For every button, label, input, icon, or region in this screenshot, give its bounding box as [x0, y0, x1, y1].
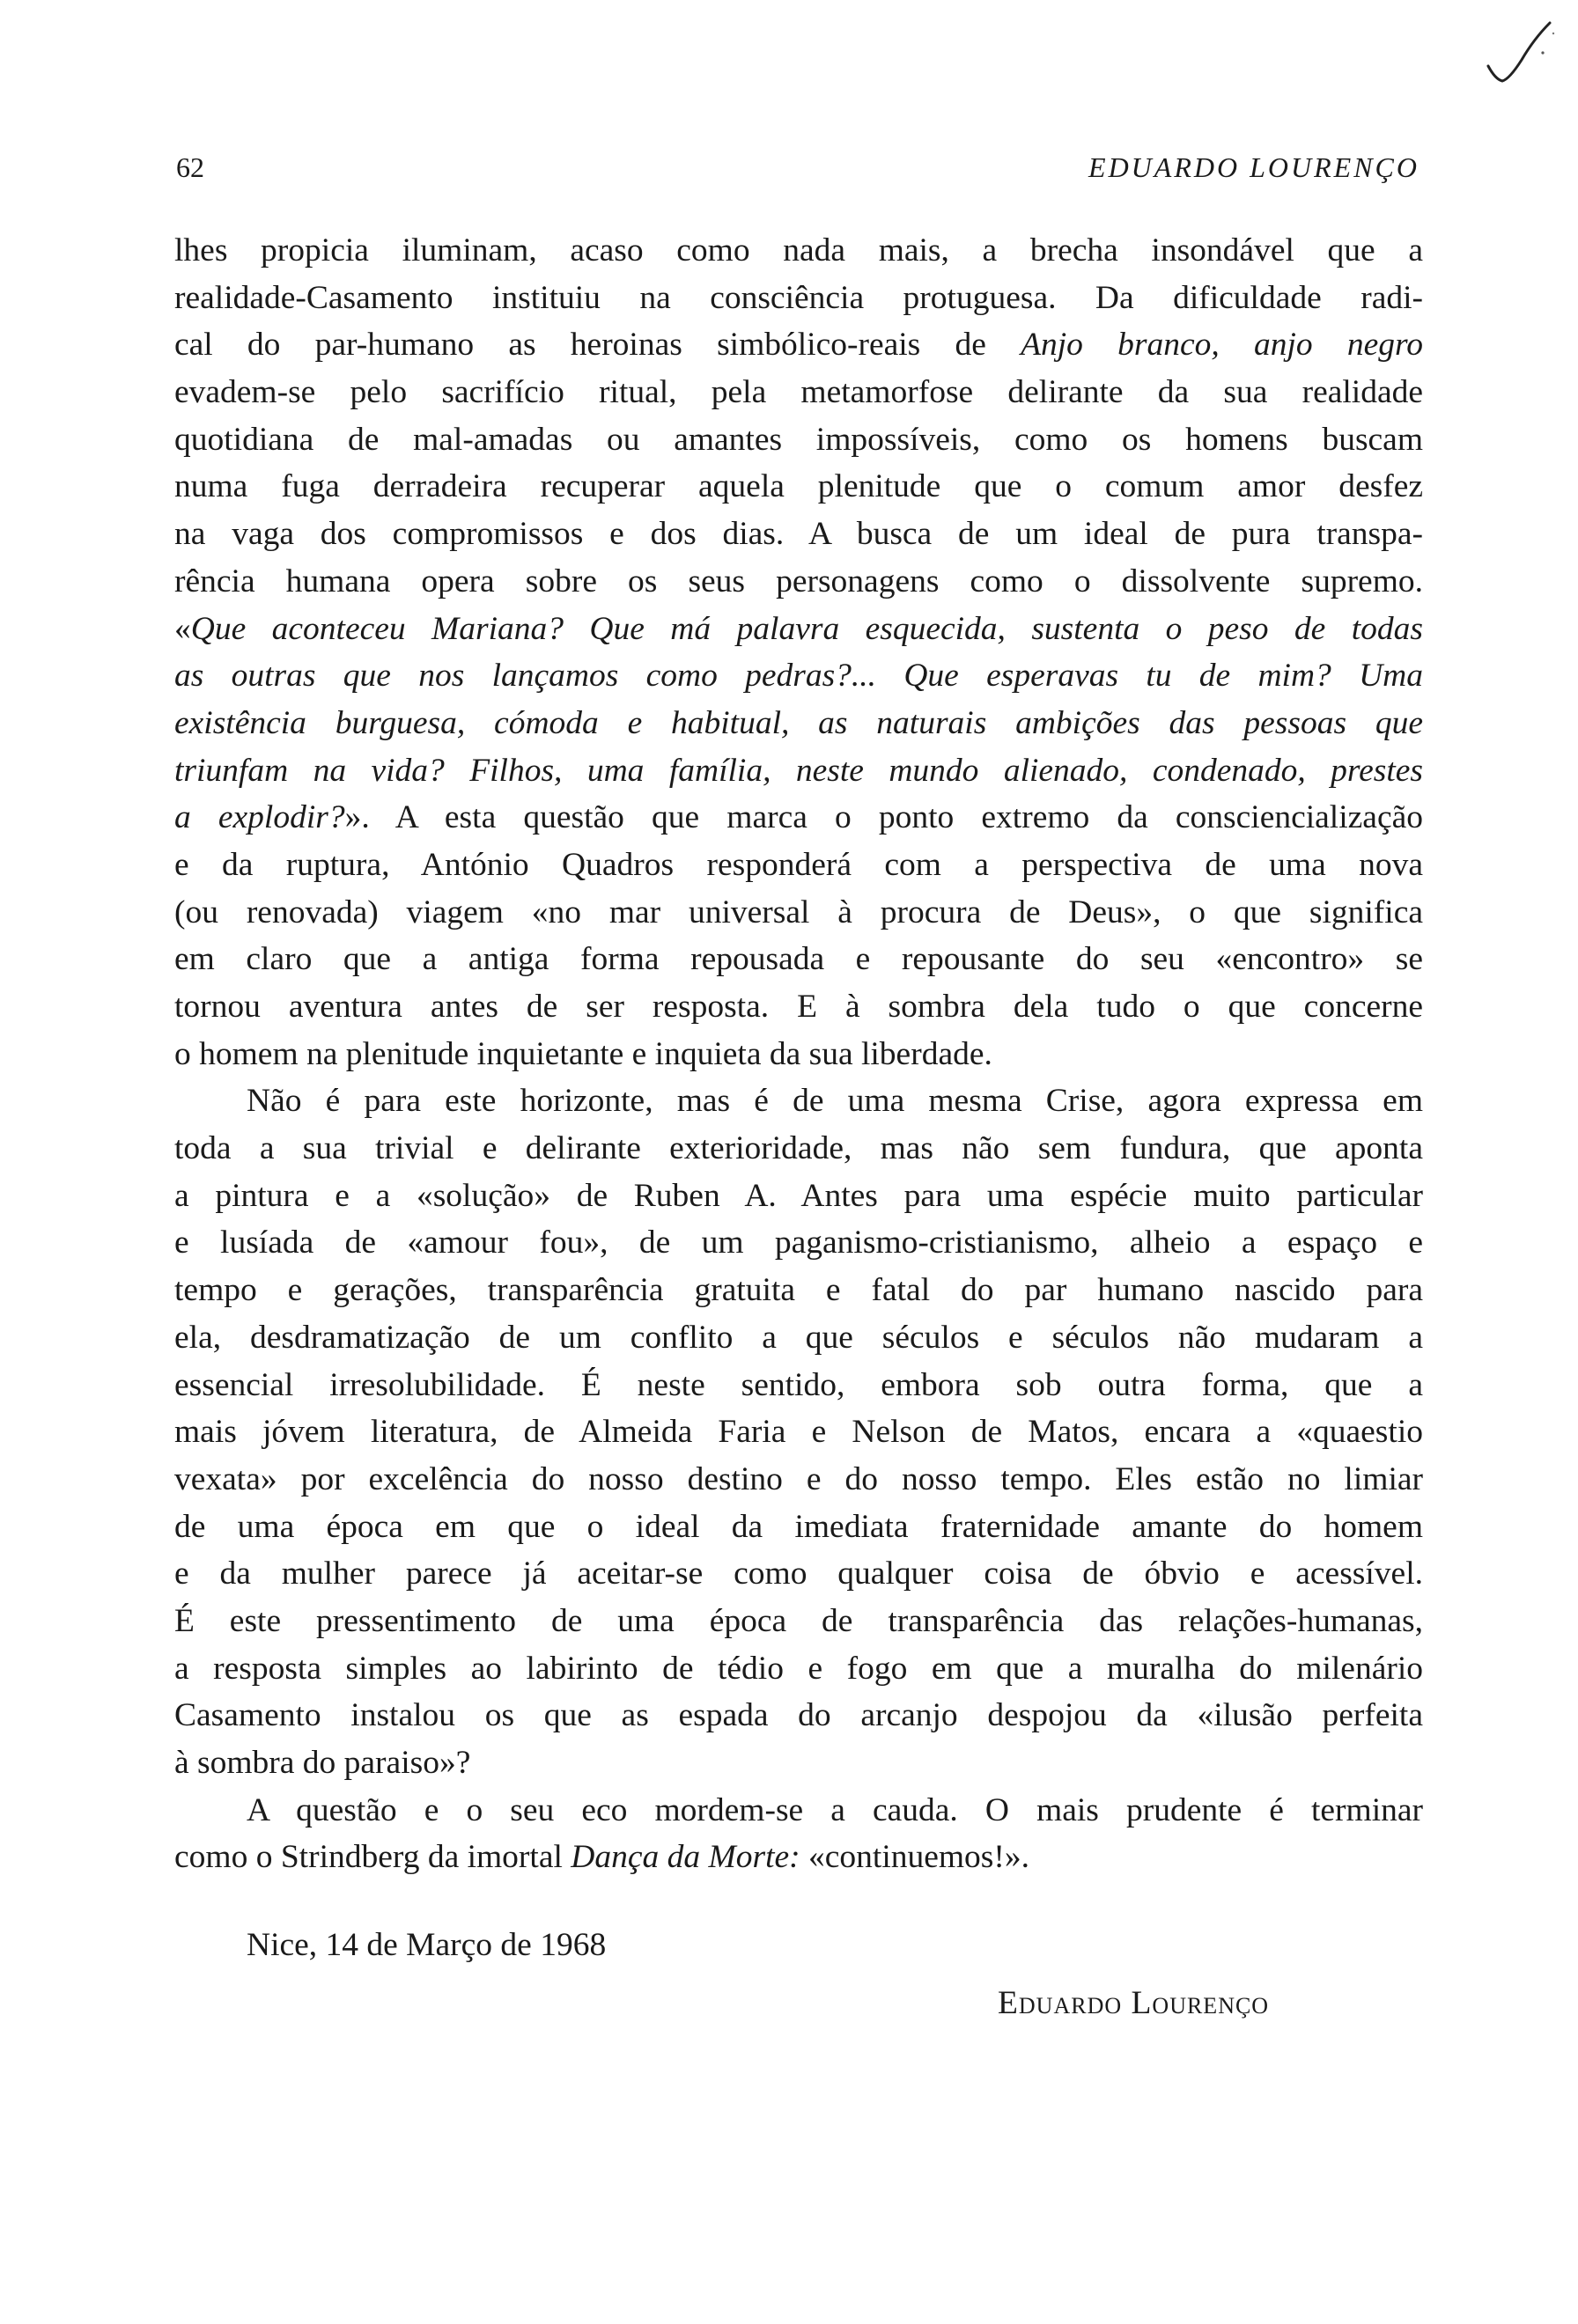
- text-line: existência burguesa, cómoda e habitual, as naturais ambições das pessoas que: [174, 704, 1423, 741]
- text-line: a explodir?». A esta questão que marca o ponto extremo da consciencialização: [174, 799, 1423, 836]
- text-line: quotidiana de mal-amadas ou amantes impossíveis, como os homens buscam: [174, 421, 1423, 458]
- text-line: na vaga dos compromissos e dos dias. A busca de um ideal de pura transpa-: [174, 516, 1423, 553]
- text-line: as outras que nos lançamos como pedras?... Que esperavas tu de mim? Uma: [174, 658, 1423, 695]
- author-signature: Eduardo Lourenço: [998, 1985, 1270, 2021]
- text-line: Casamento instalou os que as espada do arcanjo despojou da «ilusão perfeita: [174, 1697, 1423, 1734]
- handwritten-check-mark: [1479, 18, 1559, 88]
- text-line: «Que aconteceu Mariana? Que má palavra esquecida, sustenta o peso de todas: [174, 610, 1423, 647]
- text-line: cal do par-humano as heroinas simbólico-reais de Anjo branco, anjo negro: [174, 327, 1424, 364]
- text-line: realidade-Casamento instituiu na consciência protuguesa. Da dificuldade radi-: [174, 279, 1423, 316]
- text-line: tornou aventura antes de ser resposta. E à sombra dela tudo o que concerne: [174, 989, 1423, 1025]
- text-line: e lusíada de «amour fou», de um paganismo-cristianismo, alheio a espaço e: [174, 1225, 1423, 1261]
- text-line: triunfam na vida? Filhos, uma família, neste mundo alienado, condenado, prestes: [174, 752, 1423, 789]
- page-header: [176, 151, 1419, 195]
- text-line: ela, desdramatização de um conflito a que séculos e séculos não mudaram a: [174, 1319, 1423, 1356]
- text-line: A questão e o seu eco mordem-se a cauda. O mais prudente é terminar: [247, 1791, 1423, 1828]
- paragraph: [174, 227, 1423, 1077]
- body-text: [174, 227, 1423, 1881]
- text-line: vexata» por excelência do nosso destino e do nosso tempo. Eles estão no limiar: [174, 1460, 1423, 1497]
- text-line: (ou renovada) viagem «no mar universal à procura de Deus», o que significa: [174, 894, 1423, 930]
- page-number: 62: [176, 151, 204, 183]
- text-line: em claro que a antiga forma repousada e repousante do seu «encontro» se: [174, 941, 1423, 978]
- text-line: evadem-se pelo sacrifício ritual, pela metamorfose delirante da sua realidade: [174, 374, 1423, 411]
- text-line: e da ruptura, António Quadros responderá com a perspectiva de uma nova: [174, 846, 1423, 883]
- place-date: Nice, 14 de Março de 1968: [247, 1927, 607, 1963]
- text-line: rência humana opera sobre os seus personagens como o dissolvente supremo.: [174, 563, 1423, 599]
- text-line: a resposta simples ao labirinto de tédio e fogo em que a muralha do milenário: [174, 1650, 1423, 1687]
- text-line: e da mulher parece já aceitar-se como qualquer coisa de óbvio e acessível.: [174, 1555, 1423, 1592]
- text-line: essencial irresolubilidade. É neste sentido, embora sob outra forma, que a: [174, 1366, 1423, 1403]
- text-line: o homem na plenitude inquietante e inquieta da sua liberdade.: [174, 1035, 992, 1072]
- text-line: toda a sua trivial e delirante exterioridade, mas não sem fundura, que aponta: [174, 1130, 1423, 1167]
- text-line: tempo e gerações, transparência gratuita e fatal do par humano nascido para: [174, 1272, 1423, 1309]
- text-line: mais jóvem literatura, de Almeida Faria e Nelson de Matos, encara a «quaestio: [174, 1414, 1423, 1451]
- text-line: à sombra do paraiso»?: [174, 1745, 471, 1781]
- paragraph: [174, 1787, 1423, 1881]
- text-line: de uma época em que o ideal da imediata fraternidade amante do homem: [174, 1508, 1423, 1545]
- text-line: Não é para este horizonte, mas é de uma mesma Crise, agora expressa em: [247, 1083, 1423, 1120]
- text-line: a pintura e a «solução» de Ruben A. Antes para uma espécie muito particular: [174, 1177, 1423, 1214]
- paragraph: [174, 1077, 1423, 1786]
- text-line: numa fuga derradeira recuperar aquela plenitude que o comum amor desfez: [174, 468, 1423, 505]
- running-head: EDUARDO LOURENÇO: [1088, 151, 1419, 183]
- text-line: lhes propicia iluminam, acaso como nada mais, a brecha insondável que a: [174, 232, 1423, 268]
- text-line: É este pressentimento de uma época de transparência das relações-humanas,: [174, 1602, 1423, 1639]
- text-line: como o Strindberg da imortal Dança da Morte: «continuemos!».: [174, 1839, 1030, 1876]
